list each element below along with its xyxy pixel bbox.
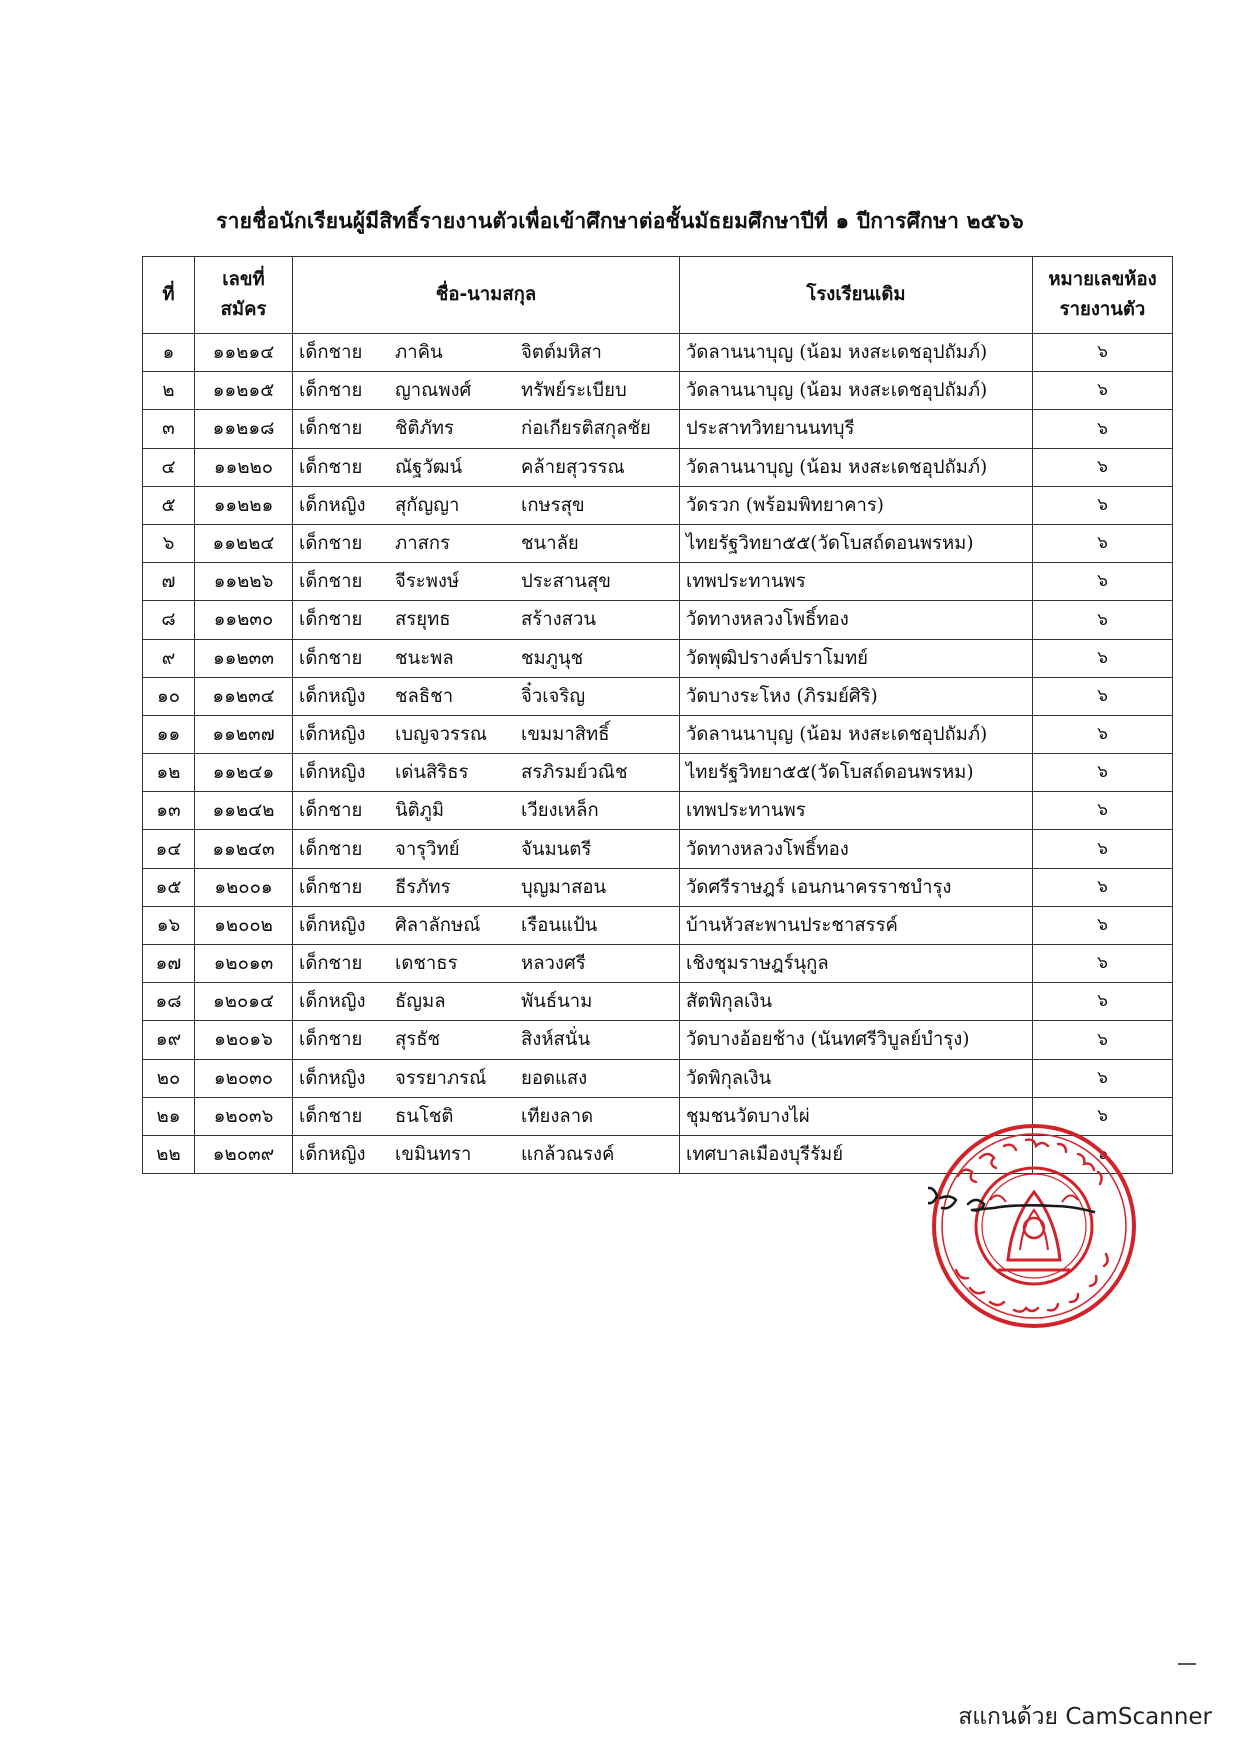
application-number: ๑๑๒๒๖ (195, 563, 293, 601)
row-number: ๒๑ (143, 1097, 195, 1135)
last-name: เกษรสุข (521, 494, 585, 516)
application-number: ๑๒๐๑๖ (195, 1021, 293, 1059)
name-prefix: เด็กชาย (299, 647, 363, 669)
table-header-row (143, 257, 1173, 334)
last-name: เรือนแป้น (521, 914, 598, 936)
name-prefix: เด็กชาย (299, 418, 363, 440)
first-name: เด่นสิริธร (395, 762, 469, 784)
header-report-room-line2: รายงานตัว (1059, 299, 1146, 320)
previous-school: ไทยรัฐวิทยา๕๕(วัดโบสถ์ดอนพรหม) (680, 524, 1033, 562)
first-name: จีระพงษ์ (395, 571, 460, 593)
name-prefix: เด็กหญิง (299, 914, 366, 936)
application-number: ๑๑๒๔๒ (195, 792, 293, 830)
report-room-number: ๖ (1033, 1021, 1173, 1059)
application-number: ๑๑๒๒๑ (195, 486, 293, 524)
application-number: ๑๑๒๑๔ (195, 334, 293, 372)
name-prefix: เด็กชาย (299, 571, 363, 593)
row-number: ๙ (143, 639, 195, 677)
row-number: ๑๗ (143, 945, 195, 983)
first-name: เดชาธร (395, 953, 458, 975)
table-row (143, 868, 1173, 906)
first-name: ธีรภัทร (395, 876, 451, 898)
row-number: ๘ (143, 601, 195, 639)
table-body (143, 334, 1173, 1174)
last-name: ชนาลัย (521, 533, 579, 555)
row-number: ๑๙ (143, 1021, 195, 1059)
application-number: ๑๑๒๓๗ (195, 715, 293, 753)
previous-school: วัดพุฒิปรางค์ปราโมทย์ (680, 639, 1033, 677)
table-row (143, 448, 1173, 486)
table-row (143, 945, 1173, 983)
student-name (293, 372, 680, 410)
name-prefix: เด็กชาย (299, 1105, 363, 1127)
first-name: เขมินทรา (395, 1144, 472, 1166)
table-row (143, 372, 1173, 410)
student-name (293, 792, 680, 830)
student-name (293, 486, 680, 524)
report-room-number: ๖ (1033, 563, 1173, 601)
application-number: ๑๑๒๓๐ (195, 601, 293, 639)
first-name: ชลธิชา (395, 685, 454, 707)
previous-school: เทศบาลเมืองบุรีรัมย์ (680, 1135, 1033, 1173)
row-number: ๑๕ (143, 868, 195, 906)
table-row (143, 715, 1173, 753)
previous-school: วัดพิกุลเงิน (680, 1059, 1033, 1097)
application-number: ๑๒๐๓๙ (195, 1135, 293, 1173)
report-room-number: ๖ (1033, 1059, 1173, 1097)
student-name (293, 524, 680, 562)
first-name: สุรธัช (395, 1029, 441, 1051)
table-row (143, 792, 1173, 830)
student-name (293, 410, 680, 448)
name-prefix: เด็กชาย (299, 380, 363, 402)
name-prefix: เด็กชาย (299, 456, 363, 478)
first-name: จารุวิทย์ (395, 838, 460, 860)
name-prefix: เด็กหญิง (299, 494, 366, 516)
report-room-number: ๖ (1033, 945, 1173, 983)
name-prefix: เด็กหญิง (299, 991, 366, 1013)
table-row (143, 754, 1173, 792)
table-row (143, 410, 1173, 448)
name-prefix: เด็กชาย (299, 876, 363, 898)
student-name (293, 677, 680, 715)
student-name (293, 601, 680, 639)
first-name: จรรยาภรณ์ (395, 1067, 487, 1089)
previous-school: วัดบางระโหง (ภิรมย์ศิริ) (680, 677, 1033, 715)
last-name: คล้ายสุวรรณ (521, 456, 625, 478)
report-room-number: ๖ (1033, 792, 1173, 830)
student-name (293, 1097, 680, 1135)
row-number: ๕ (143, 486, 195, 524)
student-name (293, 830, 680, 868)
report-room-number: ๖ (1033, 524, 1173, 562)
row-number: ๑๖ (143, 906, 195, 944)
previous-school: ไทยรัฐวิทยา๕๕(วัดโบสถ์ดอนพรหม) (680, 754, 1033, 792)
row-number: ๓ (143, 410, 195, 448)
report-room-number: ๖ (1033, 1097, 1173, 1135)
table-row (143, 486, 1173, 524)
first-name: ภาคิน (395, 342, 443, 364)
previous-school: ชุมชนวัดบางไผ่ (680, 1097, 1033, 1135)
report-room-number: ๖ (1033, 983, 1173, 1021)
student-name (293, 945, 680, 983)
row-number: ๔ (143, 448, 195, 486)
last-name: ยอดแสง (521, 1067, 588, 1089)
table-row (143, 1021, 1173, 1059)
first-name: นิติภูมิ (395, 800, 445, 822)
first-name: ชิติภัทร (395, 418, 454, 440)
report-room-number: ๖ (1033, 601, 1173, 639)
name-prefix: เด็กชาย (299, 800, 363, 822)
student-name (293, 448, 680, 486)
previous-school: เทพประทานพร (680, 792, 1033, 830)
report-room-number: ๖ (1033, 639, 1173, 677)
row-number: ๑๓ (143, 792, 195, 830)
student-name (293, 754, 680, 792)
report-room-number: ๖ (1033, 715, 1173, 753)
application-number: ๑๑๒๒๔ (195, 524, 293, 562)
report-room-number: ๖ (1033, 486, 1173, 524)
previous-school: วัดลานนาบุญ (น้อม หงสะเดชอุปถัมภ์) (680, 715, 1033, 753)
student-name (293, 715, 680, 753)
previous-school: เทพประทานพร (680, 563, 1033, 601)
table-row (143, 906, 1173, 944)
last-name: เทียงลาด (521, 1105, 594, 1127)
application-number: ๑๑๒๔๓ (195, 830, 293, 868)
previous-school: วัดลานนาบุญ (น้อม หงสะเดชอุปถัมภ์) (680, 372, 1033, 410)
student-name (293, 1059, 680, 1097)
name-prefix: เด็กหญิง (299, 762, 366, 784)
report-room-number: ๖ (1033, 334, 1173, 372)
name-prefix: เด็กหญิง (299, 1144, 366, 1166)
table-row (143, 524, 1173, 562)
row-number: ๒๐ (143, 1059, 195, 1097)
name-prefix: เด็กชาย (299, 838, 363, 860)
name-prefix: เด็กชาย (299, 1029, 363, 1051)
first-name: ญาณพงศ์ (395, 380, 472, 402)
student-name (293, 868, 680, 906)
first-name: เบญจวรรณ (395, 723, 488, 745)
previous-school: วัดรวก (พร้อมพิทยาคาร) (680, 486, 1033, 524)
application-number: ๑๒๐๓๖ (195, 1097, 293, 1135)
previous-school: วัดทางหลวงโพธิ์ทอง (680, 601, 1033, 639)
report-room-number: ๖ (1033, 830, 1173, 868)
last-name: จิ๋วเจริญ (521, 685, 586, 707)
name-prefix: เด็กหญิง (299, 685, 366, 707)
first-name: สุกัญญา (395, 494, 460, 516)
table-row (143, 601, 1173, 639)
student-roster-table (142, 256, 1173, 1174)
last-name: หลวงศรี (521, 953, 586, 975)
first-name: ชนะพล (395, 647, 454, 669)
first-name: ณัฐวัฒน์ (395, 456, 463, 478)
previous-school: วัดลานนาบุญ (น้อม หงสะเดชอุปถัมภ์) (680, 448, 1033, 486)
header-no: ที่ (143, 257, 195, 334)
row-number: ๒๒ (143, 1135, 195, 1173)
application-number: ๑๒๐๐๑ (195, 868, 293, 906)
report-room-number: ๖ (1033, 677, 1173, 715)
table-row (143, 563, 1173, 601)
previous-school: วัดบางอ้อยช้าง (นันทศรีวิบูลย์บำรุง) (680, 1021, 1033, 1059)
table-row (143, 1059, 1173, 1097)
last-name: พันธ์นาม (521, 991, 593, 1013)
previous-school: วัดทางหลวงโพธิ์ทอง (680, 830, 1033, 868)
last-name: จันมนตรี (521, 838, 592, 860)
row-number: ๒ (143, 372, 195, 410)
last-name: ชมภูนุช (521, 647, 584, 669)
document-title: รายชื่อนักเรียนผู้มีสิทธิ์รายงานตัวเพื่อเข้าศึกษาต่อชั้นมัธยมศึกษาปีที่ ๑ ปีการศึกษา ๒๕๖๖ (216, 209, 1024, 233)
name-prefix: เด็กชาย (299, 953, 363, 975)
last-name: สรภิรมย์วณิช (521, 762, 628, 784)
report-room-number: ๖ (1033, 448, 1173, 486)
previous-school: วัดลานนาบุญ (น้อม หงสะเดชอุปถัมภ์) (680, 334, 1033, 372)
student-name (293, 334, 680, 372)
table-row (143, 677, 1173, 715)
header-name: ชื่อ-นามสกุล (293, 257, 680, 334)
first-name: ศิลาลักษณ์ (395, 914, 481, 936)
name-prefix: เด็กชาย (299, 342, 363, 364)
name-prefix: เด็กหญิง (299, 1067, 366, 1089)
row-number: ๑๐ (143, 677, 195, 715)
last-name: เวียงเหล็ก (521, 800, 599, 822)
application-number: ๑๒๐๐๒ (195, 906, 293, 944)
student-name (293, 639, 680, 677)
table-row (143, 983, 1173, 1021)
previous-school: ประสาทวิทยานนทบุรี (680, 410, 1033, 448)
header-report-room-line1: หมายเลขห้อง (1048, 269, 1157, 290)
report-room-number: ๖ (1033, 1135, 1173, 1173)
application-number: ๑๒๐๑๓ (195, 945, 293, 983)
report-room-number: ๖ (1033, 372, 1173, 410)
last-name: จิตต์มหิสา (521, 342, 602, 364)
report-room-number: ๖ (1033, 868, 1173, 906)
name-prefix: เด็กชาย (299, 609, 363, 631)
application-number: ๑๑๒๑๘ (195, 410, 293, 448)
first-name: สรยุทธ (395, 609, 451, 631)
name-prefix: เด็กชาย (299, 533, 363, 555)
table-row (143, 334, 1173, 372)
student-name (293, 563, 680, 601)
last-name: ประสานสุข (521, 571, 611, 593)
application-number: ๑๑๒๓๔ (195, 677, 293, 715)
table-row (143, 830, 1173, 868)
application-number: ๑๑๒๒๐ (195, 448, 293, 486)
row-number: ๗ (143, 563, 195, 601)
name-prefix: เด็กหญิง (299, 723, 366, 745)
student-name (293, 1021, 680, 1059)
application-number: ๑๒๐๑๔ (195, 983, 293, 1021)
student-name (293, 1135, 680, 1173)
header-application-no (195, 257, 293, 334)
row-number: ๖ (143, 524, 195, 562)
header-report-room (1033, 257, 1173, 334)
application-number: ๑๒๐๓๐ (195, 1059, 293, 1097)
school-seal-stamp (928, 1120, 1140, 1332)
last-name: สิงห์สนั่น (521, 1029, 591, 1051)
table-row (143, 639, 1173, 677)
previous-school: วัดศรีราษฎร์ เอนกนาครราชบำรุง (680, 868, 1033, 906)
first-name: ภาสกร (395, 533, 451, 555)
row-number: ๑ (143, 334, 195, 372)
header-application-no-line2: สมัคร (220, 299, 267, 320)
previous-school: สัตพิกุลเงิน (680, 983, 1033, 1021)
header-previous-school: โรงเรียนเดิม (680, 257, 1033, 334)
application-number: ๑๑๒๑๕ (195, 372, 293, 410)
last-name: บุญมาสอน (521, 876, 607, 898)
report-room-number: ๖ (1033, 906, 1173, 944)
application-number: ๑๑๒๓๓ (195, 639, 293, 677)
row-number: ๑๒ (143, 754, 195, 792)
first-name: ธัญมล (395, 991, 446, 1013)
student-name (293, 983, 680, 1021)
row-number: ๑๘ (143, 983, 195, 1021)
student-name (293, 906, 680, 944)
report-room-number: ๖ (1033, 754, 1173, 792)
camscanner-watermark: สแกนด้วย CamScanner (958, 1704, 1212, 1730)
last-name: สร้างสวน (521, 609, 596, 631)
first-name: ธนโชติ (395, 1105, 454, 1127)
report-room-number: ๖ (1033, 410, 1173, 448)
header-application-no-line1: เลขที่ (222, 269, 265, 290)
last-name: ทรัพย์ระเบียบ (521, 380, 627, 402)
row-number: ๑๔ (143, 830, 195, 868)
last-name: เขมมาสิทธิ์ (521, 723, 610, 745)
previous-school: บ้านหัวสะพานประชาสรรค์ (680, 906, 1033, 944)
last-name: แกล้วณรงค์ (521, 1144, 615, 1166)
scan-corner-mark (1178, 1663, 1196, 1665)
last-name: ก่อเกียรติสกุลชัย (521, 418, 651, 440)
row-number: ๑๑ (143, 715, 195, 753)
previous-school: เชิงชุมราษฎร์นุกูล (680, 945, 1033, 983)
application-number: ๑๑๒๔๑ (195, 754, 293, 792)
